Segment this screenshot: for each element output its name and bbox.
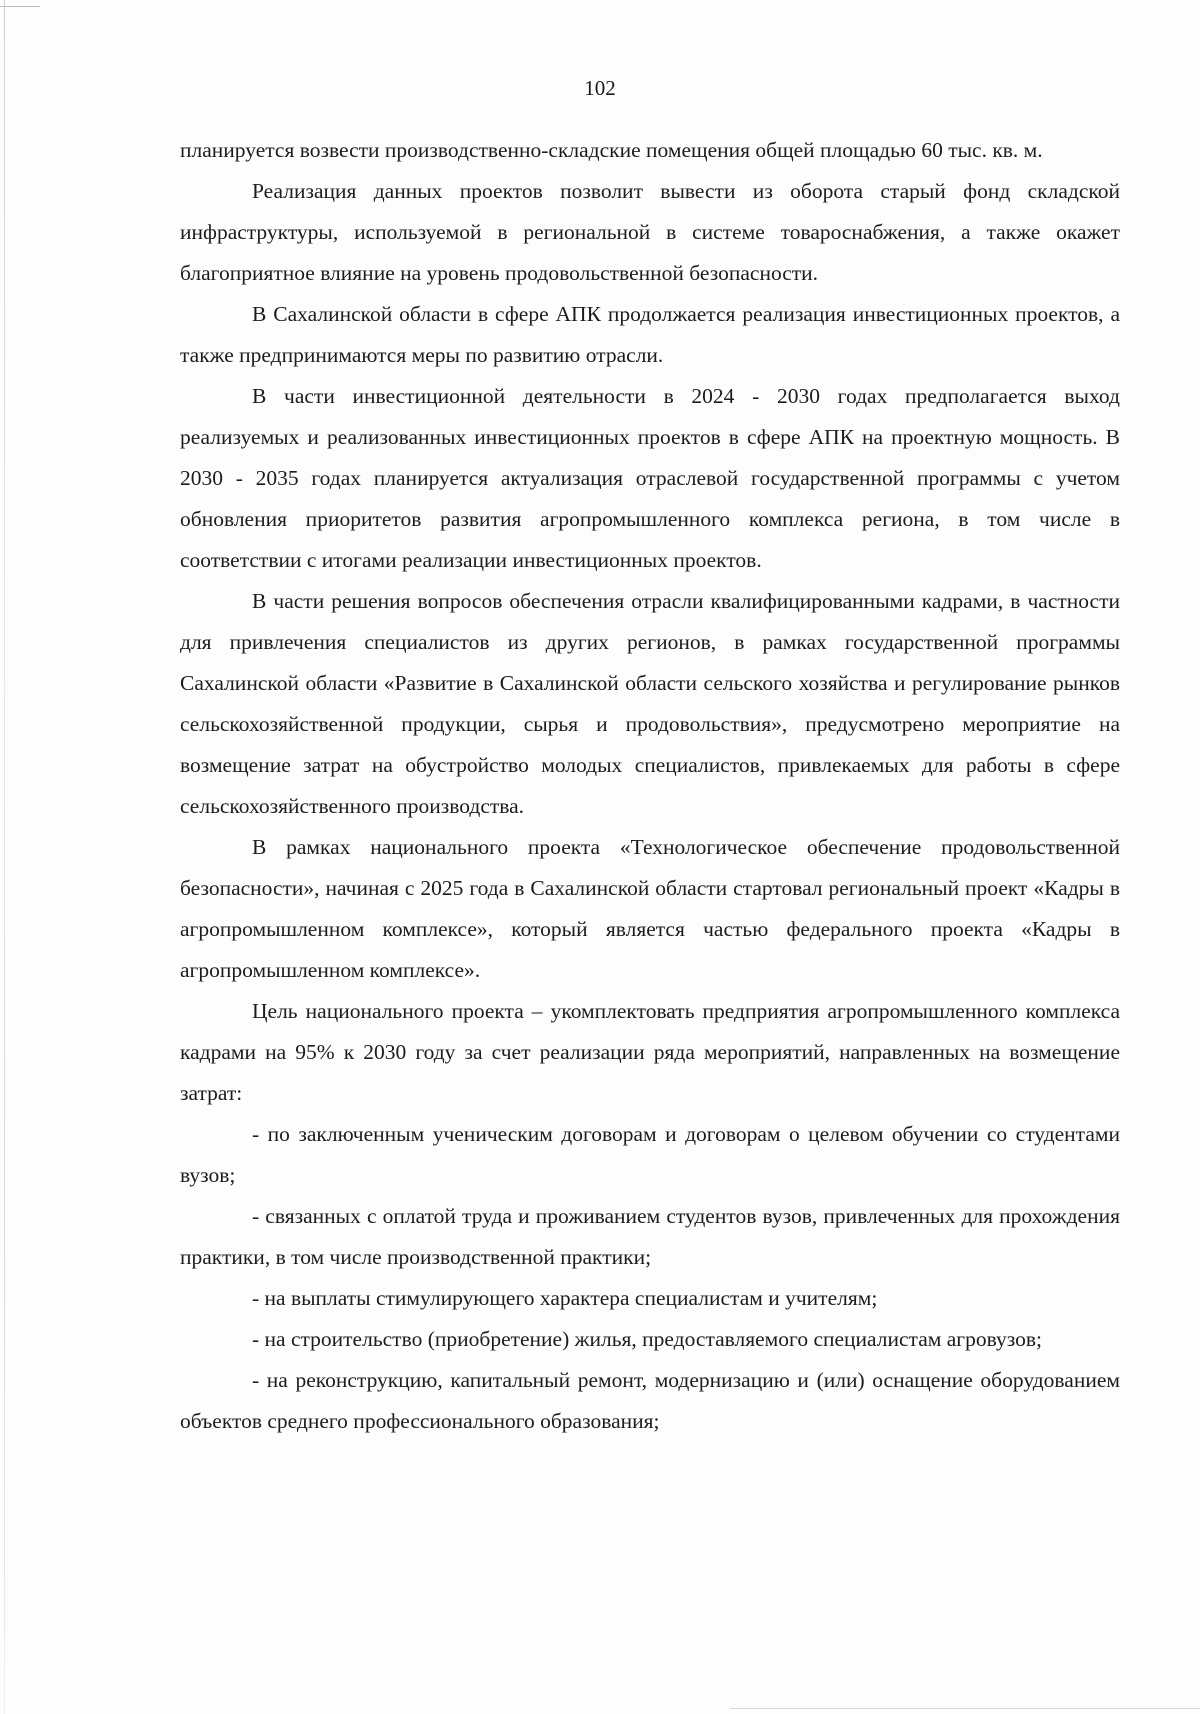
paragraph-continuation: планируется возвести производственно-складские помещения общей площадью 60 тыс. кв. м. — [180, 138, 1043, 162]
paragraph: В Сахалинской области в сфере АПК продолжается реализация инвестиционных проектов, а также предпринимаются меры по развитию отрасли. — [180, 302, 1120, 367]
paragraph: В части инвестиционной деятельности в 2024 - 2030 годах предполагается выход реализуемых и реализованных инвестиционных проектов в сфере АПК на проектную мощность. В 2030 - 2035 годах планируется актуализация отраслевой государственной программы с учетом обновления приоритетов развития агропромышленного комплекса региона, в том числе в соответствии с итогами реализации инвестиционных проектов. — [180, 384, 1120, 572]
paragraph: Реализация данных проектов позволит вывести из оборота старый фонд складской инфраструктуры, используемой в региональной в системе товароснабжения, а также окажет благоприятное влияние на уровень продовольственной безопасности. — [180, 179, 1120, 285]
page-number: 102 — [584, 76, 616, 100]
list-item: - на реконструкцию, капитальный ремонт, модернизацию и (или) оснащение оборудованием объектов среднего профессионального образования; — [180, 1368, 1120, 1433]
paragraph: В рамках национального проекта «Технологическое обеспечение продовольственной безопасности», начиная с 2025 года в Сахалинской области стартовал региональный проект «Кадры в агропромышленном комплексе», который является частью федерального проекта «Кадры в агропромышленном комплексе». — [180, 835, 1120, 982]
list-item: - на строительство (приобретение) жилья, предоставляемого специалистам агровузов; — [252, 1327, 1043, 1351]
paragraph: Цель национального проекта – укомплектовать предприятия агропромышленного комплекса кадрами на 95% к 2030 году за счет реализации ряда мероприятий, направленных на возмещение затрат: — [180, 999, 1120, 1105]
list-item: - по заключенным ученическим договорам и договорам о целевом обучении со студентами вузов; — [180, 1122, 1120, 1187]
list-item: - на выплаты стимулирующего характера специалистам и учителям; — [252, 1286, 878, 1310]
document-body — [180, 130, 1120, 1442]
paragraph: В части решения вопросов обеспечения отрасли квалифицированными кадрами, в частности для привлечения специалистов из других регионов, в рамках государственной программы Сахалинской области «Развитие в Сахалинской области сельского хозяйства и регулирование рынков сельскохозяйственной продукции, сырья и продовольствия», предусмотрено мероприятие на возмещение затрат на обустройство молодых специалистов, привлекаемых для работы в сфере сельскохозяйственного производства. — [180, 589, 1120, 818]
scan-edge-artifact — [730, 1708, 1200, 1709]
list-item: - связанных с оплатой труда и проживанием студентов вузов, привлеченных для прохождения практики, в том числе производственной практики; — [180, 1204, 1120, 1269]
scan-edge-artifact — [4, 0, 5, 1714]
scan-edge-artifact — [0, 6, 40, 7]
